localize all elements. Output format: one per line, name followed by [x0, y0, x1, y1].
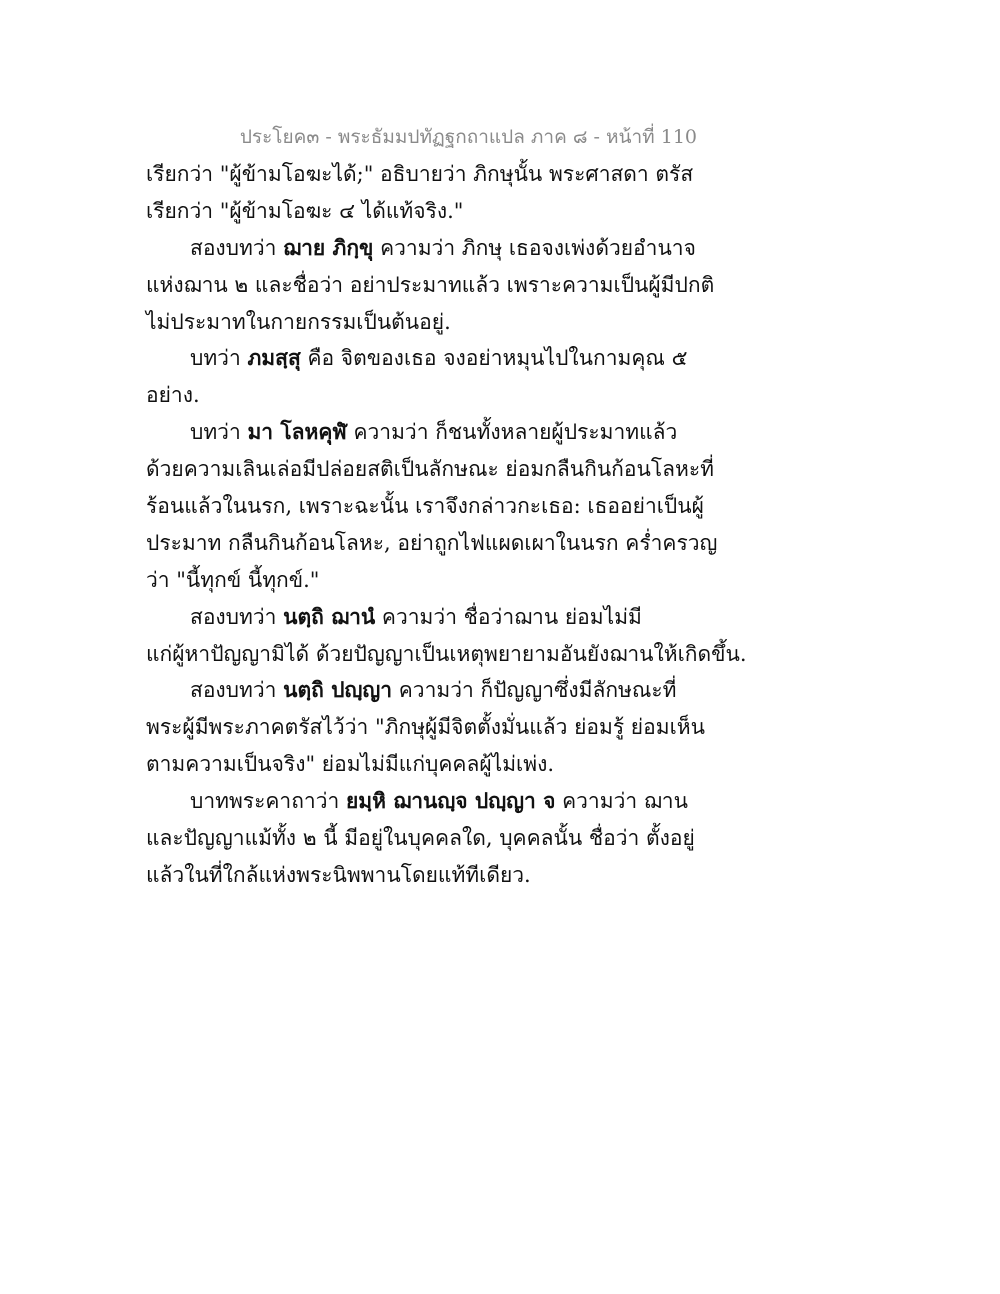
text-run: บทว่า: [190, 346, 248, 371]
text-run: ร้อนแล้วในนรก, เพราะฉะนั้น เราจึงกล่าวกะเธอ: เธออย่าเป็นผู้: [146, 494, 704, 519]
pali-term: ภมสฺสุ: [247, 345, 301, 371]
pali-term: ยมฺหิ ฌานญฺจ ปญฺญา จ: [345, 788, 556, 814]
text-run: แล้วในที่ใกล้แห่งพระนิพพานโดยแท้ทีเดียว.: [146, 862, 531, 887]
paragraph: [146, 340, 686, 414]
paragraph: [146, 672, 705, 783]
text-line: [146, 230, 696, 267]
text-line: [146, 709, 705, 746]
text-line: [146, 525, 718, 562]
pali-term: ฌาย ภิกฺขุ: [283, 234, 374, 260]
text-run: สองบทว่า: [190, 604, 284, 629]
text-run: คือ จิตของเธอ จงอย่าหมุนไปในกามคุณ ๕: [300, 346, 688, 371]
text-run: เรียกว่า "ผู้ข้ามโอฆะได้;" อธิบายว่า ภิกษุนั้น พระศาสดา ตรัส: [146, 162, 694, 186]
text-line: [146, 488, 704, 525]
text-run: ความว่า ชื่อว่าฌาน ย่อมไม่มี: [375, 604, 642, 629]
text-run: ความว่า ก็ปัญญาซึ่งมีลักษณะที่: [392, 678, 677, 703]
text-line: [146, 562, 686, 599]
text-run: ตามความเป็นจริง" ย่อมไม่มีแก่บุคคลผู้ไม่เพ่ง.: [146, 752, 554, 777]
text-run: ด้วยความเลินเล่อมีปล่อยสติเป็นลักษณะ ย่อมกลืนกินก้อนโลหะที่: [146, 457, 714, 482]
text-run: สองบทว่า: [190, 678, 284, 703]
paragraph: [146, 414, 718, 598]
text-run: ความว่า ภิกษุ เธอจงเพ่งด้วยอำนาจ: [373, 235, 696, 260]
text-run: ความว่า ก็ชนทั้งหลายผู้ประมาทแล้ว: [346, 420, 678, 445]
text-run: ไม่ประมาทในกายกรรมเป็นต้นอยู่.: [146, 309, 451, 334]
text-line: [146, 414, 686, 451]
text-line: [146, 636, 747, 673]
text-line: [146, 156, 694, 193]
page-body: [146, 156, 747, 894]
text-run: แก่ผู้หาปัญญามิได้ ด้วยปัญญาเป็นเหตุพยายามอันยังฌานให้เกิดขึ้น.: [146, 641, 747, 666]
text-line: [146, 672, 686, 709]
paragraph: [146, 156, 694, 230]
text-line: [146, 820, 695, 857]
text-line: [146, 857, 686, 894]
text-run: แห่งฌาน ๒ และชื่อว่า อย่าประมาทแล้ว เพราะความเป็นผู้มีปกติ: [146, 272, 715, 297]
pali-term: มา โลหคุฬํ: [247, 419, 347, 445]
text-line: [146, 304, 686, 341]
page-header: ประโยค๓ - พระธัมมปทัฏฐกถาแปล ภาค ๘ - หน้าที่ 110: [239, 126, 697, 148]
text-line: [146, 340, 686, 377]
text-line: [146, 193, 686, 230]
text-run: เรียกว่า "ผู้ข้ามโอฆะ ๔ ได้แท้จริง.": [146, 198, 464, 223]
text-run: และปัญญาแม้ทั้ง ๒ นี้ มีอยู่ในบุคคลใด, บุคคลนั้น ชื่อว่า ตั้งอยู่: [146, 826, 695, 851]
paragraph: [146, 599, 747, 673]
paragraph: [146, 230, 715, 341]
text-line: [146, 377, 686, 414]
text-line: [146, 451, 714, 488]
pali-term: นตฺถิ ฌานํ: [283, 603, 376, 629]
text-run: อย่าง.: [146, 383, 200, 408]
text-run: บทว่า: [190, 420, 248, 445]
text-line: [146, 599, 686, 636]
text-run: บาทพระคาถาว่า: [190, 789, 346, 814]
text-run: ว่า "นี้ทุกข์ นี้ทุกข์.": [146, 567, 320, 592]
text-line: [146, 783, 686, 820]
paragraph: [146, 783, 695, 894]
text-run: ความว่า ฌาน: [555, 789, 688, 814]
pali-term: นตฺถิ ปญฺญา: [283, 677, 393, 703]
text-line: [146, 746, 686, 783]
text-run: สองบทว่า: [190, 235, 284, 260]
text-run: ประมาท กลืนกินก้อนโลหะ, อย่าถูกไฟแผดเผาในนรก คร่ำครวญ: [146, 530, 718, 555]
text-run: พระผู้มีพระภาคตรัสไว้ว่า "ภิกษุผู้มีจิตตั้งมั่นแล้ว ย่อมรู้ ย่อมเห็น: [146, 715, 705, 740]
text-line: [146, 267, 715, 304]
